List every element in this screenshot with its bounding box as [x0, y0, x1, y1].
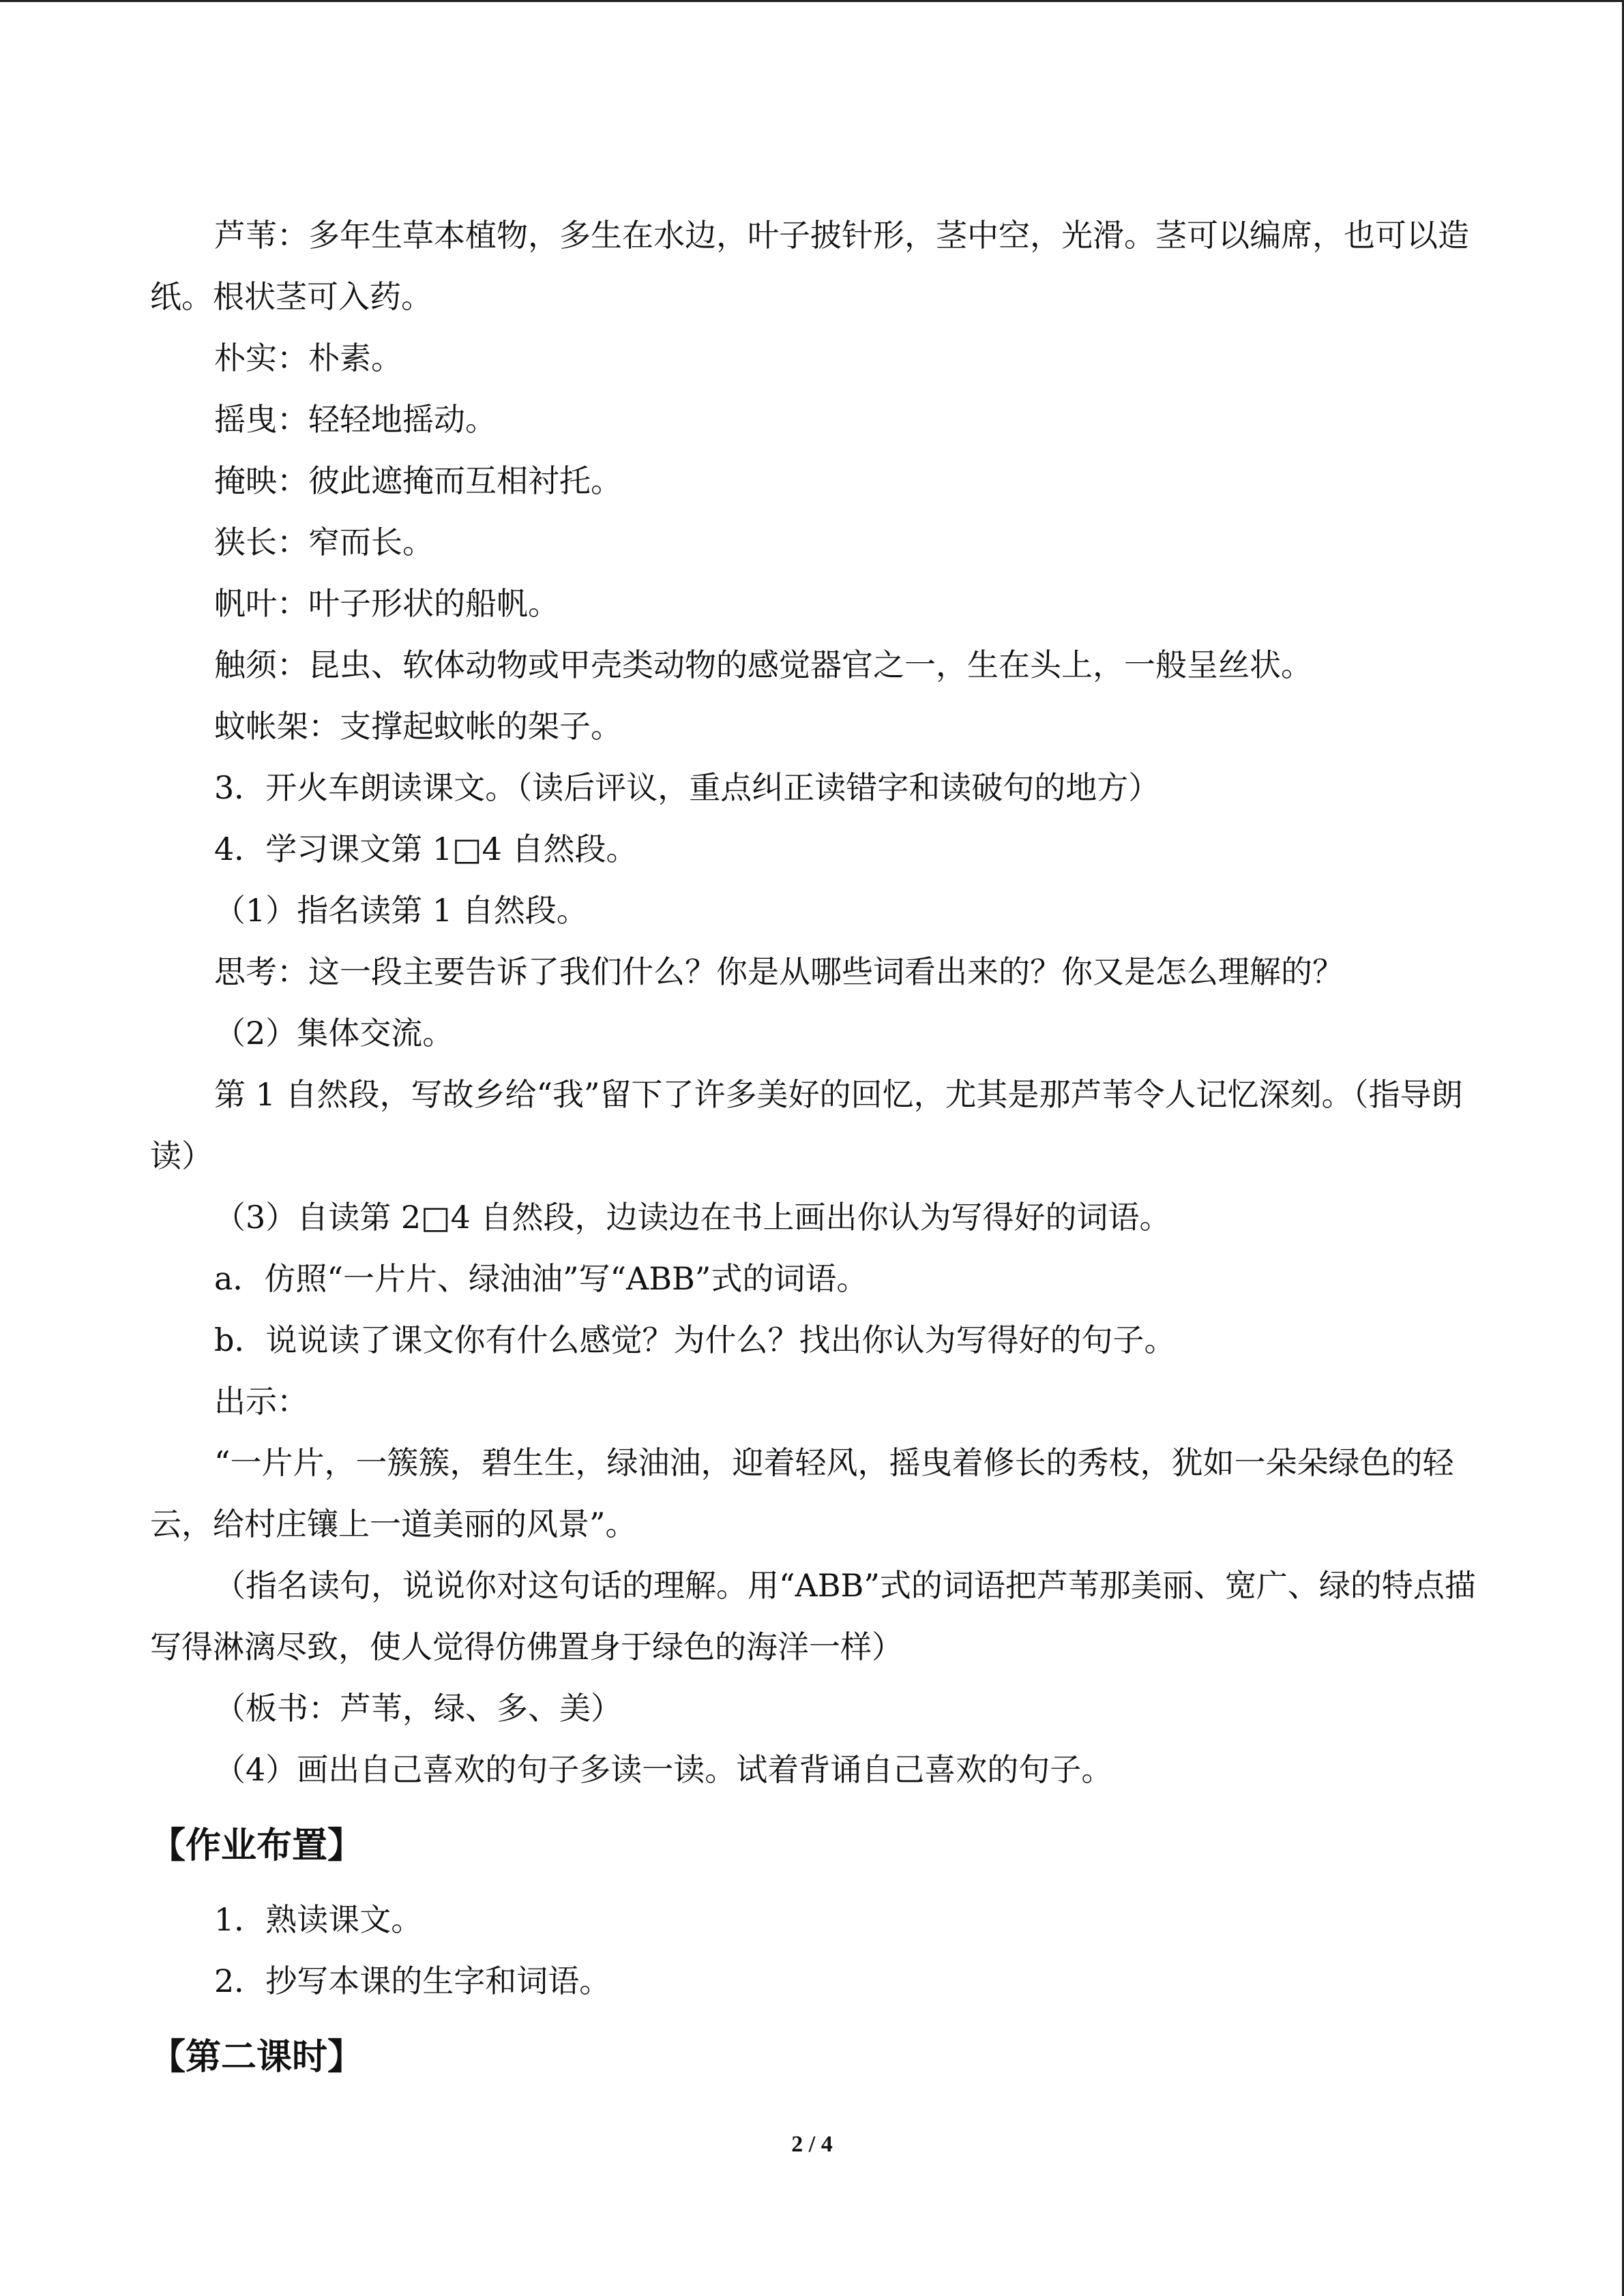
- definition-reed: 芦苇：多年生草本植物，多生在水边，叶子披针形，茎中空，光滑。茎可以编席，也可以造纸。根状茎可入药。: [150, 217, 1469, 315]
- definition-yaoye: 摇曳：轻轻地摇动。: [214, 401, 497, 438]
- definition-wenzhangjia: 蚊帐架：支撑起蚊帐的架子。: [214, 708, 622, 745]
- step-4-study-paragraphs: 4．学习课文第 1□4 自然段。: [214, 831, 638, 867]
- step-3-read-aloud: 3．开火车朗读课文。（读后评议，重点纠正读错字和读破句的地方）: [214, 769, 1160, 806]
- page-number: 2 / 4: [791, 2132, 833, 2157]
- substep-2-discuss: （2）集体交流。: [214, 1015, 454, 1052]
- definition-fanye: 帆叶：叶子形状的船帆。: [214, 585, 559, 622]
- display-label: 出示：: [214, 1383, 308, 1420]
- homework-item-2: 2．抄写本课的生字和词语。: [214, 1963, 611, 1999]
- homework-item-1: 1．熟读课文。: [214, 1901, 423, 1938]
- definition-pushi: 朴实：朴素。: [214, 340, 402, 376]
- blackboard-note: （板书：芦苇，绿、多、美）: [214, 1690, 622, 1727]
- task-a-abb-words: a．仿照“一片片、绿油油”写“ABB”式的词语。: [214, 1260, 868, 1297]
- top-border-line: [0, 0, 1624, 2]
- sentence-explanation: （指名读句，说说你对这句话的理解。用“ABB”式的词语把芦苇那美丽、宽广、绿的特点描写得淋漓尽致，使人觉得仿佛置身于绿色的海洋一样）: [150, 1567, 1476, 1665]
- substep-3-self-read: （3）自读第 2□4 自然段，边读边在书上画出你认为写得好的词语。: [214, 1199, 1171, 1236]
- document-body: [150, 205, 1480, 2100]
- definition-chuxu: 触须：昆虫、软体动物或甲壳类动物的感觉器官之一，生在头上，一般呈丝状。: [214, 646, 1312, 683]
- homework-heading: 【作业布置】: [150, 1825, 364, 1866]
- task-b-feelings: b．说说读了课文你有什么感觉？为什么？找出你认为写得好的句子。: [214, 1322, 1176, 1358]
- lesson-2-heading: 【第二课时】: [150, 2037, 364, 2078]
- definition-yanying: 掩映：彼此遮掩而互相衬托。: [214, 462, 622, 499]
- think-question: 思考：这一段主要告诉了我们什么？你是从哪些词看出来的？你又是怎么理解的？: [214, 953, 1344, 990]
- quoted-sentence: “一片片，一簇簇，碧生生，绿油油，迎着轻风，摇曳着修长的秀枝，犹如一朵朵绿色的轻云，给村庄镶上一道美丽的风景”。: [150, 1444, 1454, 1542]
- paragraph-1-summary: 第 1 自然段，写故乡给“我”留下了许多美好的回忆，尤其是那芦苇令人记忆深刻。（指导朗读）: [150, 1076, 1463, 1174]
- definition-xiachang: 狭长：窄而长。: [214, 524, 434, 561]
- substep-1-read: （1）指名读第 1 自然段。: [214, 892, 588, 929]
- substep-4-recite: （4）画出自己喜欢的句子多读一读。试着背诵自己喜欢的句子。: [214, 1751, 1113, 1788]
